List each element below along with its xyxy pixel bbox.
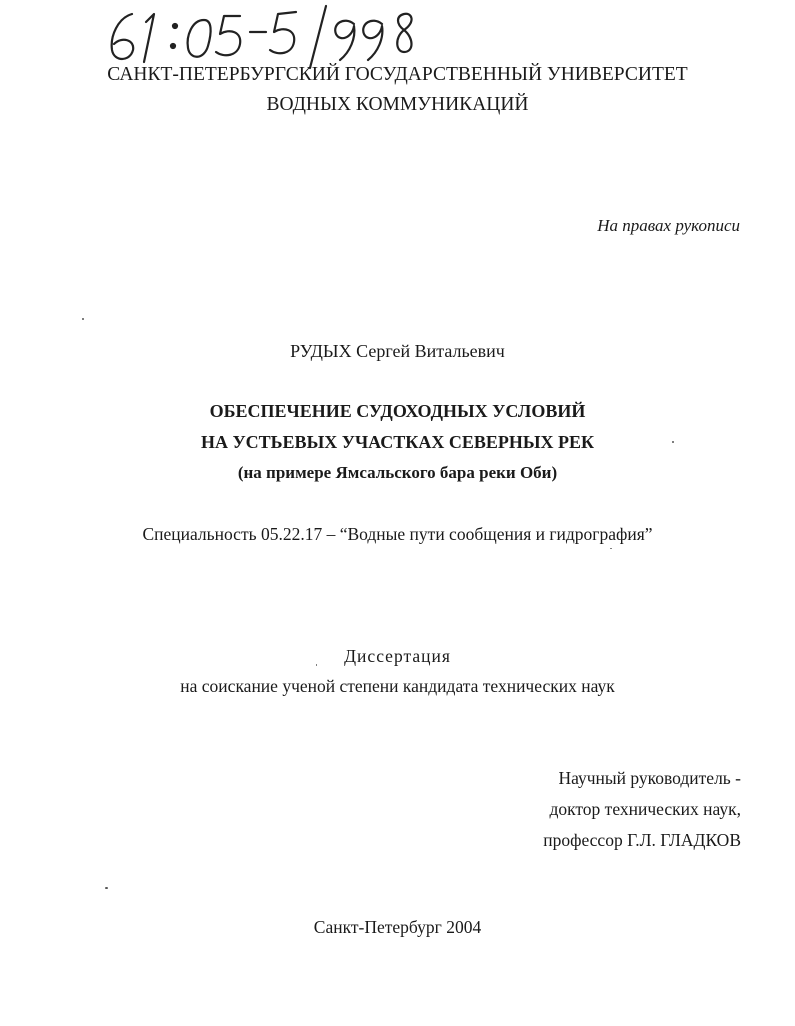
dissertation-label: Диссертация (344, 646, 451, 666)
scan-speck (610, 548, 612, 549)
degree-line: на соискание ученой степени кандидата технических наук (180, 676, 615, 696)
university-name-line2: ВОДНЫХ КОММУНИКАЦИЙ (266, 94, 529, 115)
city-year: Санкт-Петербург 2004 (313, 917, 482, 937)
scan-speck (105, 887, 108, 889)
advisor-line3: профессор Г.Л. ГЛАДКОВ (543, 830, 741, 850)
university-name-line1: САНКТ-ПЕТЕРБУРГСКИЙ ГОСУДАРСТВЕННЫЙ УНИВЕРСИТЕТ (107, 64, 688, 85)
speciality-line: Специальность 05.22.17 – “Водные пути сообщения и гидрография” (142, 524, 653, 544)
scan-speck (672, 441, 674, 443)
author-name: РУДЫХ Сергей Витальевич (290, 341, 505, 361)
handwritten-archive-mark (100, 2, 430, 72)
scan-speck (316, 664, 317, 666)
title-line1: ОБЕСПЕЧЕНИЕ СУДОХОДНЫХ УСЛОВИЙ (209, 401, 586, 421)
title-line2: НА УСТЬЕВЫХ УЧАСТКАХ СЕВЕРНЫХ РЕК (200, 432, 595, 452)
advisor-line1: Научный руководитель - (558, 768, 741, 788)
manuscript-rights-label: На правах рукописи (597, 216, 740, 235)
advisor-line2: доктор технических наук, (549, 799, 741, 819)
scan-speck (82, 318, 84, 320)
title-subtitle: (на примере Ямсальского бара реки Оби) (237, 463, 558, 482)
